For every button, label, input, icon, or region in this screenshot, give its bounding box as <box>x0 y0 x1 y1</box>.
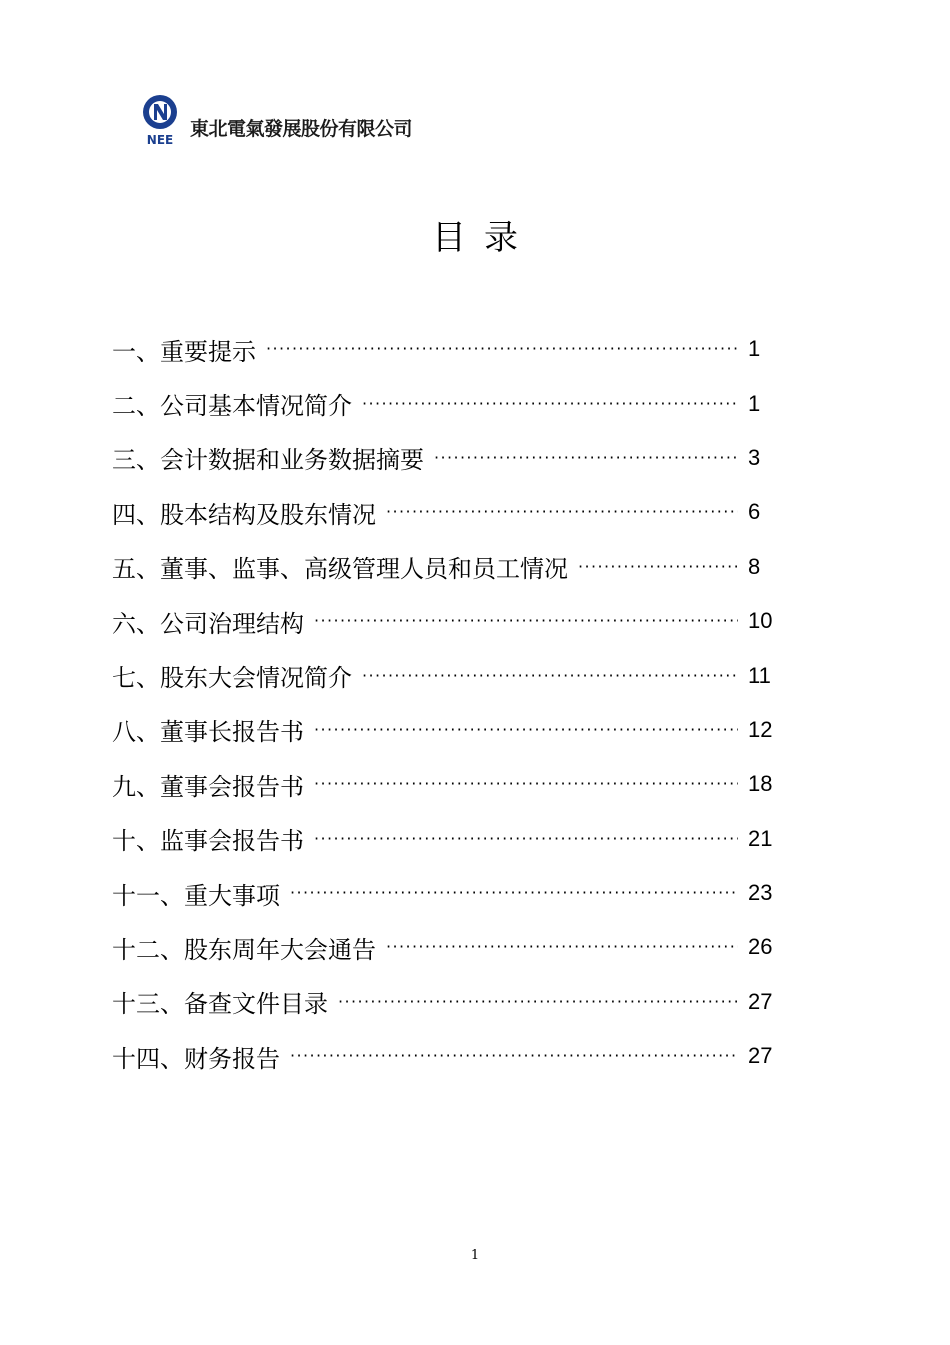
toc-leader-dots <box>314 718 738 742</box>
toc-entry[interactable] <box>112 975 792 1029</box>
toc-entry-label: 十四、财务报告 <box>112 1044 280 1073</box>
toc-entry[interactable] <box>112 703 792 757</box>
toc-entry-label: 四、股本结构及股东情况 <box>112 500 376 529</box>
toc-entry[interactable] <box>112 431 792 485</box>
table-of-contents <box>112 322 792 1083</box>
toc-leader-dots <box>362 392 738 416</box>
company-logo-icon <box>138 94 182 146</box>
toc-leader-dots <box>314 772 738 796</box>
toc-entry-page: 27 <box>748 1043 773 1069</box>
toc-title: 目录 <box>432 218 536 258</box>
toc-leader-dots <box>338 990 738 1014</box>
toc-entry[interactable] <box>112 812 792 866</box>
toc-leader-dots <box>290 1044 738 1068</box>
toc-entry-page: 10 <box>748 608 773 634</box>
toc-entry[interactable] <box>112 594 792 648</box>
toc-entry-page: 6 <box>748 499 761 525</box>
toc-entry-page: 11 <box>748 662 771 688</box>
toc-entry-label: 七、股东大会情况简介 <box>112 664 352 693</box>
toc-entry-page: 26 <box>748 934 773 960</box>
logo-abbrev: NEE <box>146 133 174 146</box>
toc-entry-label: 三、会计数据和业务数据摘要 <box>112 446 424 475</box>
toc-leader-dots <box>386 935 738 959</box>
toc-leader-dots <box>362 664 738 688</box>
toc-entry-label: 五、董事、监事、高级管理人员和员工情况 <box>112 555 568 584</box>
toc-entry-label: 二、公司基本情况简介 <box>112 392 352 421</box>
toc-entry[interactable] <box>112 376 792 430</box>
toc-leader-dots <box>314 609 738 633</box>
toc-entry-page: 8 <box>748 553 761 579</box>
toc-entry[interactable] <box>112 757 792 811</box>
toc-entry-label: 十一、重大事项 <box>112 881 280 910</box>
toc-entry-page: 21 <box>748 825 773 851</box>
toc-leader-dots <box>434 446 738 470</box>
toc-entry-page: 1 <box>748 336 761 362</box>
toc-leader-dots <box>266 337 738 361</box>
page-number: 1 <box>470 1248 480 1263</box>
toc-entry-page: 1 <box>748 390 761 416</box>
toc-entry-page: 23 <box>748 880 773 906</box>
company-name: 東北電氣發展股份有限公司 <box>190 118 413 140</box>
toc-leader-dots <box>290 881 738 905</box>
toc-entry-page: 27 <box>748 988 773 1014</box>
toc-entry[interactable] <box>112 322 792 376</box>
toc-entry-label: 十、监事会报告书 <box>112 827 304 856</box>
toc-entry-page: 12 <box>748 716 773 742</box>
toc-entry[interactable] <box>112 1029 792 1083</box>
company-logo-header <box>138 94 448 150</box>
toc-entry-label: 八、董事长报告书 <box>112 718 304 747</box>
toc-leader-dots <box>314 827 738 851</box>
toc-entry-label: 十二、股东周年大会通告 <box>112 935 376 964</box>
toc-entry-label: 九、董事会报告书 <box>112 772 304 801</box>
toc-entry[interactable] <box>112 866 792 920</box>
toc-leader-dots <box>578 555 738 579</box>
toc-entry-label: 六、公司治理结构 <box>112 609 304 638</box>
toc-entry[interactable] <box>112 920 792 974</box>
toc-entry[interactable] <box>112 485 792 539</box>
toc-entry-page: 18 <box>748 771 773 797</box>
toc-entry-page: 3 <box>748 444 761 470</box>
toc-entry[interactable] <box>112 540 792 594</box>
toc-leader-dots <box>386 500 738 524</box>
toc-entry-label: 十三、备查文件目录 <box>112 990 328 1019</box>
toc-entry-label: 一、重要提示 <box>112 337 256 366</box>
toc-entry[interactable] <box>112 648 792 702</box>
